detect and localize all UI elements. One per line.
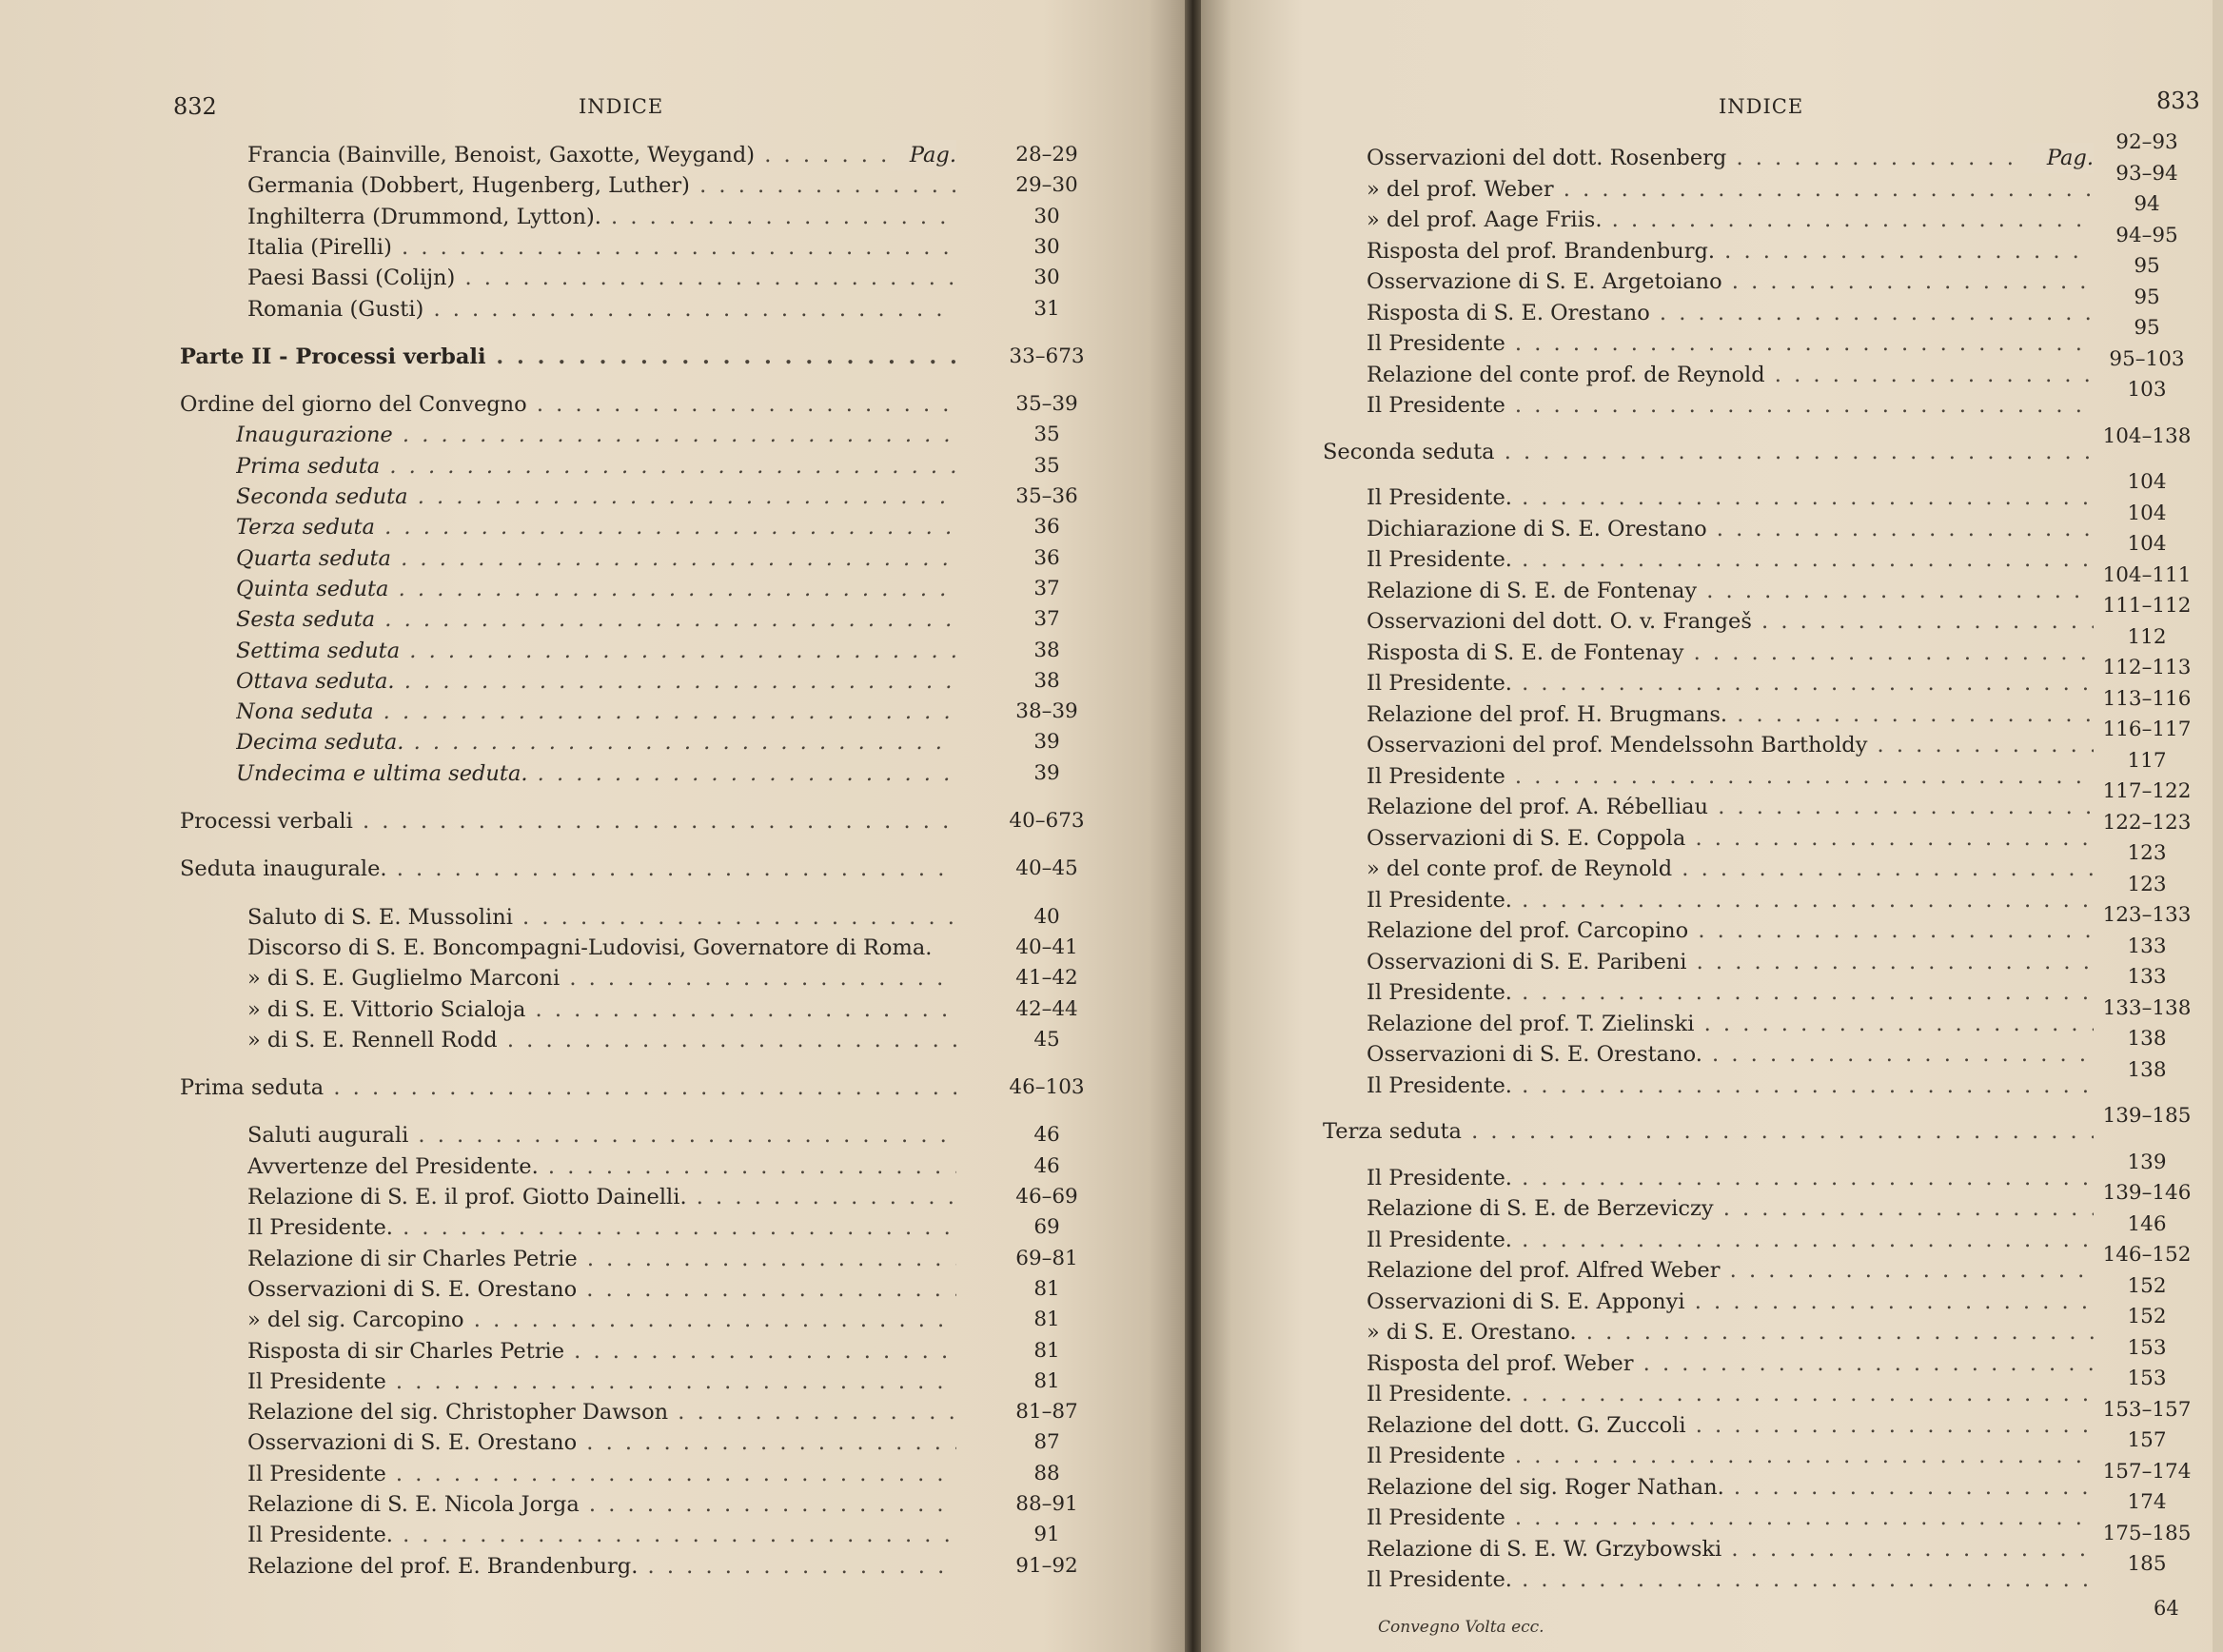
index-entry (247, 1025, 956, 1055)
index-entry (1367, 1472, 2094, 1503)
index-entry-label: Il Presidente. . . . (1367, 482, 2094, 513)
index-entry (247, 1489, 956, 1520)
index-entry-label: Risposta di S. E. de Fontenay . . . (1367, 638, 2094, 668)
right-page-number: 833 (2156, 88, 2200, 114)
index-entry-label: Relazione del sig. Roger Nathan. . . . (1367, 1472, 2094, 1503)
right-page (1201, 0, 2223, 1652)
index-entry-label: Relazione di S. E. de Fontenay . . . (1367, 576, 2094, 606)
index-entry (1367, 205, 2094, 235)
index-entry-pages: 39 (1033, 760, 1060, 785)
index-entry (247, 1459, 956, 1489)
index-entry-pages: 153 (2127, 1335, 2167, 1360)
index-entry (1367, 328, 2094, 359)
index-entry (1367, 885, 2094, 915)
index-entry-label: Terza seduta . . . (1323, 1116, 2094, 1147)
index-entry-label: Osservazioni di S. E. Apponyi . . . (1367, 1287, 2094, 1317)
index-entry (1367, 1410, 2094, 1441)
index-entry-label: Il Presidente . . . (247, 1367, 956, 1397)
index-entry-pages: 133 (2127, 965, 2167, 989)
index-entry-pages: 40–673 (1009, 809, 1085, 833)
index-entry (247, 140, 956, 170)
index-entry-label: Settima seduta . . . (236, 636, 956, 666)
index-entry-label: Prima seduta . . . (180, 1072, 956, 1103)
index-entry-pages: 133 (2127, 934, 2167, 958)
index-entry-pages: 31 (1033, 296, 1060, 321)
index-entry-label: Relazione del dott. G. Zuccoli . . . (1367, 1410, 2094, 1441)
index-entry (1367, 1564, 2094, 1595)
index-entry-pages: 37 (1033, 607, 1060, 632)
index-entry-label: Relazione del prof. Alfred Weber . . . (1367, 1255, 2094, 1286)
index-entry-pages: 38–39 (1015, 699, 1078, 724)
index-entry-pages: 112–113 (2102, 656, 2192, 679)
index-entry (1367, 174, 2094, 205)
index-entry-pages: 153–157 (2102, 1397, 2192, 1422)
left-page-number: 832 (173, 93, 217, 120)
index-entry-label: Osservazioni di S. E. Orestano . . . (247, 1427, 956, 1458)
index-entry-label: Relazione del prof. Carcopino . . . (1367, 915, 2094, 946)
index-entry-pages: 103 (2127, 378, 2167, 402)
index-entry (236, 543, 956, 574)
index-entry-label: Dichiarazione di S. E. Orestano . . . (1367, 514, 2094, 544)
index-entry-label: Osservazioni di S. E. Orestano. . . . (1367, 1039, 2094, 1070)
index-entry-pages: 185 (2127, 1552, 2167, 1576)
index-entry-pages: 174 (2127, 1490, 2167, 1514)
index-entry (247, 1120, 956, 1150)
index-entry (180, 1072, 956, 1103)
index-entry-label: Ottava seduta. . . . (236, 666, 956, 697)
index-entry (236, 451, 956, 482)
index-entry (1367, 792, 2094, 822)
index-entry-label: Decima seduta. . . . (236, 727, 956, 757)
index-entry-label: Il Presidente . . . (1367, 390, 2094, 421)
index-entry-label: Saluti augurali . . . (247, 1120, 956, 1150)
index-entry-pages: 104–111 (2102, 562, 2192, 587)
index-entry-label: » del prof. Weber . . . (1367, 174, 2094, 205)
index-entry (1367, 1009, 2094, 1039)
index-entry (236, 636, 956, 666)
index-entry (1367, 1441, 2094, 1471)
right-running-header: INDICE (1719, 95, 1804, 118)
index-entry-pages: 139 (2127, 1150, 2167, 1174)
index-entry-pages: 123–133 (2102, 903, 2192, 927)
index-entry-pages: 46–69 (1015, 1185, 1078, 1209)
index-entry (247, 1397, 956, 1427)
index-entry-pages: 40–41 (1015, 934, 1078, 959)
index-entry-pages: 36 (1033, 545, 1060, 570)
index-entry (1367, 977, 2094, 1008)
index-entry-pages: 69 (1033, 1215, 1060, 1240)
index-entry-pages: 46 (1033, 1123, 1060, 1148)
index-entry-label: Francia (Bainville, Benoist, Gaxotte, Weygand) . . . (247, 140, 956, 170)
index-entry (236, 604, 956, 635)
index-entry-label: Quarta seduta . . . (236, 543, 956, 574)
index-entry-pages: 95 (2134, 254, 2160, 278)
index-entry-label: Germania (Dobbert, Hugenberg, Luther) . . . (247, 170, 956, 201)
index-entry-label: Il Presidente . . . (247, 1459, 956, 1489)
index-entry (247, 933, 956, 963)
index-entry (1367, 1071, 2094, 1101)
index-entry-label: Osservazioni di S. E. Orestano . . . (247, 1274, 956, 1305)
book-gutter (1185, 0, 1201, 1652)
index-entry (247, 232, 956, 263)
index-entry (1367, 1503, 2094, 1533)
index-entry (247, 1151, 956, 1182)
index-entry-label: » di S. E. Guglielmo Marconi . . . (247, 963, 956, 993)
index-entry (236, 420, 956, 450)
index-entry (1367, 482, 2094, 513)
index-entry-pages: 146 (2127, 1211, 2167, 1236)
index-entry-label: Seconda seduta . . . (236, 482, 956, 512)
index-entry-pages: 29–30 (1015, 173, 1078, 198)
index-entry-pages: 94 (2134, 192, 2160, 216)
index-entry-label: » di S. E. Orestano. . . . (1367, 1317, 2094, 1347)
index-entry (1367, 360, 2094, 390)
index-entry-pages: 104 (2127, 470, 2167, 494)
index-entry-label: Relazione del sig. Christopher Dawson . . . (247, 1397, 956, 1427)
index-entry-label: Seconda seduta . . . (1323, 437, 2094, 467)
index-entry-label: Parte II - Processi verbali . . . (180, 342, 956, 372)
index-entry-pages: 123 (2127, 841, 2167, 865)
index-entry (1367, 143, 2094, 173)
index-entry (247, 994, 956, 1025)
index-entry-label: » di S. E. Rennell Rodd . . . (247, 1025, 956, 1055)
index-entry (1367, 1379, 2094, 1409)
index-entry-label: Osservazioni del dott. Rosenberg . . . (1367, 143, 2094, 173)
index-entry-pages: 133–138 (2102, 995, 2192, 1020)
index-entry-label: Relazione del prof. H. Brugmans. . . . (1367, 699, 2094, 730)
index-entry (1367, 514, 2094, 544)
index-entry-label: Il Presidente. . . . (1367, 1071, 2094, 1101)
index-entry (1367, 947, 2094, 977)
index-entry-label: » del sig. Carcopino . . . (247, 1305, 956, 1335)
index-entry-pages: 91–92 (1015, 1553, 1078, 1578)
index-entry-label: Osservazioni del dott. O. v. Frangeš . . . (1367, 606, 2094, 637)
index-entry (236, 758, 956, 789)
index-entry-pages: 175–185 (2102, 1521, 2192, 1545)
index-entry-pages: 41–42 (1015, 966, 1078, 991)
index-entry (1367, 699, 2094, 730)
index-entry-pages: 157–174 (2102, 1459, 2192, 1484)
index-entry-label: Relazione del conte prof. de Reynold . . . (1367, 360, 2094, 390)
index-entry-label: Ordine del giorno del Convegno . . . (180, 389, 956, 420)
page-edge (2213, 0, 2223, 1652)
index-entry (1367, 1534, 2094, 1564)
index-entry-label: Il Presidente . . . (1367, 1441, 2094, 1471)
index-entry-pages: 69–81 (1015, 1246, 1078, 1270)
index-entry-label: Inaugurazione . . . (236, 420, 956, 450)
index-entry-label: Seduta inaugurale. . . . (180, 854, 956, 884)
index-entry-pages: 42–44 (1015, 996, 1078, 1021)
index-entry (1367, 298, 2094, 328)
index-entry-label: Relazione di S. E. Nicola Jorga . . . (247, 1489, 956, 1520)
index-entry-pages: 91 (1033, 1523, 1060, 1547)
index-entry-pages: 81 (1033, 1338, 1060, 1363)
index-entry (236, 727, 956, 757)
index-entry-pages: 95 (2134, 316, 2160, 340)
index-entry-pages: 28–29 (1015, 143, 1078, 167)
index-entry-pages: 35 (1033, 423, 1060, 447)
index-entry-label: Relazione di S. E. W. Grzybowski . . . (1367, 1534, 2094, 1564)
index-entry (180, 806, 956, 836)
index-entry (236, 666, 956, 697)
index-entry-pages: 35 (1033, 453, 1060, 478)
index-entry-label: Terza seduta . . . (236, 512, 956, 542)
index-entry-pages: 30 (1033, 266, 1060, 290)
index-entry-pages: 92–93 (2115, 130, 2178, 154)
index-entry-pages: 122–123 (2102, 810, 2192, 835)
index-entry-pages: 81–87 (1015, 1400, 1078, 1425)
index-entry (247, 1520, 956, 1550)
index-entry-label: Il Presidente . . . (1367, 761, 2094, 792)
index-entry-label: Il Presidente. . . . (247, 1520, 956, 1550)
index-entry-label: Prima seduta . . . (236, 451, 956, 482)
index-entry (247, 1244, 956, 1274)
index-entry-pages: 87 (1033, 1430, 1060, 1455)
index-entry (1367, 1348, 2094, 1379)
signature-number: 64 (2154, 1597, 2179, 1620)
index-entry-label: Italia (Pirelli) . . . (247, 232, 956, 263)
index-entry-pages: 152 (2127, 1305, 2167, 1328)
index-entry (1367, 1287, 2094, 1317)
index-entry-label: Risposta di sir Charles Petrie . . . (247, 1336, 956, 1367)
index-entry-label: » di S. E. Vittorio Scialoja . . . (247, 994, 956, 1025)
index-entry-label: Relazione di S. E. il prof. Giotto Dainelli. . . . (247, 1182, 956, 1212)
index-entry (247, 1367, 956, 1397)
index-entry-label: Risposta del prof. Weber . . . (1367, 1348, 2094, 1379)
index-entry-pages: 36 (1033, 515, 1060, 540)
index-entry-label: Relazione del prof. E. Brandenburg. . . . (247, 1551, 956, 1582)
index-entry-pages: 30 (1033, 204, 1060, 228)
index-entry-label: Saluto di S. E. Mussolini . . . (247, 902, 956, 933)
index-entry-pages: 33–673 (1009, 344, 1085, 368)
index-entry (247, 202, 956, 232)
printer-footer: Convegno Volta ecc. (1378, 1618, 1544, 1637)
index-entry-label: Romania (Gusti) . . . (247, 294, 956, 324)
index-entry-label: » del prof. Aage Friis. . . . (1367, 205, 2094, 235)
index-entry (180, 389, 956, 420)
index-entry (1367, 730, 2094, 760)
index-entry-pages: 46 (1033, 1153, 1060, 1178)
index-entry (1367, 1039, 2094, 1070)
index-entry-pages: 111–112 (2102, 594, 2192, 618)
index-entry (180, 854, 956, 884)
left-running-header: INDICE (579, 95, 664, 118)
index-entry-pages: 112 (2127, 624, 2167, 649)
index-entry (247, 1274, 956, 1305)
index-entry (180, 342, 956, 372)
index-entry-pages: 81 (1033, 1368, 1060, 1393)
index-entry-label: Il Presidente. . . . (1367, 1564, 2094, 1595)
index-entry-pages: 146–152 (2102, 1243, 2192, 1267)
index-entry-pages: 95–103 (2109, 346, 2185, 371)
index-entry (247, 1182, 956, 1212)
index-entry-label: Il Presidente . . . (1367, 328, 2094, 359)
index-entry (1323, 437, 2094, 467)
index-entry-pages: 138 (2127, 1057, 2167, 1082)
index-entry-label: Il Presidente . . . (1367, 1503, 2094, 1533)
index-entry (247, 1336, 956, 1367)
index-entry-pages: 113–116 (2102, 686, 2192, 711)
index-entry-pages: 40–45 (1015, 856, 1078, 881)
index-entry-pages: 35–39 (1015, 392, 1078, 417)
index-entry (1367, 761, 2094, 792)
index-entry-pages: 95 (2134, 285, 2160, 309)
index-entry-pages: 81 (1033, 1276, 1060, 1301)
index-entry (1367, 1193, 2094, 1224)
index-entry (1323, 1116, 2094, 1147)
index-entry-pages: 153 (2127, 1367, 2167, 1390)
index-entry-pages: 93–94 (2115, 161, 2178, 186)
index-entry-pages: 116–117 (2102, 718, 2192, 741)
index-entry-label: Osservazione di S. E. Argetoiano . . . (1367, 266, 2094, 297)
pag-label: Pag. (2027, 143, 2094, 173)
index-entry-pages: 157 (2127, 1428, 2167, 1452)
index-entry-label: Risposta del prof. Brandenburg. . . . (1367, 236, 2094, 266)
index-entry-pages: 88 (1033, 1461, 1060, 1485)
index-entry-pages: 88–91 (1015, 1492, 1078, 1516)
index-entry-pages: 37 (1033, 576, 1060, 600)
index-entry-label: Undecima e ultima seduta. . . . (236, 758, 956, 789)
index-entry-label: » del conte prof. de Reynold . . . (1367, 854, 2094, 884)
index-entry-pages: 46–103 (1009, 1075, 1085, 1100)
index-entry-pages: 104 (2127, 532, 2167, 556)
index-entry-pages: 40 (1033, 904, 1060, 929)
index-entry-label: Relazione di sir Charles Petrie . . . (247, 1244, 956, 1274)
index-entry-label: Il Presidente. . . . (1367, 668, 2094, 698)
index-entry (1367, 1225, 2094, 1255)
index-entry-label: Osservazioni di S. E. Paribeni . . . (1367, 947, 2094, 977)
index-entry-label: Quinta seduta . . . (236, 574, 956, 604)
index-entry (247, 902, 956, 933)
index-entry-label: Il Presidente. . . . (1367, 977, 2094, 1008)
index-entry-label: Discorso di S. E. Boncompagni-Ludovisi, Governatore di Roma. (247, 934, 933, 960)
index-entry-label: Paesi Bassi (Colijn) . . . (247, 263, 956, 293)
index-entry (247, 1212, 956, 1243)
index-entry-pages: 117–122 (2102, 779, 2192, 803)
pag-label: Pag. (890, 140, 956, 170)
index-entry-label: Risposta di S. E. Orestano . . . (1367, 298, 2094, 328)
index-entry-pages: 38 (1033, 668, 1060, 693)
index-entry-label: Relazione del prof. A. Rébelliau . . . (1367, 792, 2094, 822)
index-entry-pages: 152 (2127, 1273, 2167, 1298)
index-entry (1367, 915, 2094, 946)
index-entry-pages: 139–185 (2102, 1104, 2192, 1128)
index-entry-pages: 94–95 (2115, 223, 2178, 247)
index-entry (1367, 1255, 2094, 1286)
index-entry-label: Sesta seduta . . . (236, 604, 956, 635)
index-entry-label: Processi verbali . . . (180, 806, 956, 836)
index-entry (1367, 1317, 2094, 1347)
index-entry-pages: 81 (1033, 1308, 1060, 1332)
index-entry-pages: 35–36 (1015, 484, 1078, 508)
index-entry-label: Il Presidente. . . . (1367, 1379, 2094, 1409)
index-entry-pages: 39 (1033, 730, 1060, 755)
index-entry (1367, 390, 2094, 421)
index-entry (247, 1427, 956, 1458)
index-entry-pages: 104–138 (2102, 423, 2192, 448)
index-entry-label: Il Presidente. . . . (1367, 544, 2094, 575)
index-entry (236, 482, 956, 512)
index-entry-pages: 117 (2127, 748, 2167, 773)
index-entry (1367, 544, 2094, 575)
index-entry-label: Il Presidente. . . . (247, 1212, 956, 1243)
index-entry-label: Nona seduta . . . (236, 697, 956, 727)
index-entry (247, 1305, 956, 1335)
index-entry (1367, 576, 2094, 606)
index-entry-pages: 139–146 (2102, 1181, 2192, 1205)
index-entry-pages: 104 (2127, 501, 2167, 525)
index-entry (236, 697, 956, 727)
index-entry (247, 963, 956, 993)
index-entry (1367, 1163, 2094, 1193)
index-entry (1367, 854, 2094, 884)
index-entry-label: Osservazioni di S. E. Coppola . . . (1367, 823, 2094, 854)
index-entry (1367, 236, 2094, 266)
index-entry (236, 574, 956, 604)
index-entry-label: Osservazioni del prof. Mendelssohn Bartholdy . . . (1367, 730, 2094, 760)
index-entry-pages: 30 (1033, 234, 1060, 259)
index-entry (247, 294, 956, 324)
index-entry-label: Il Presidente. . . . (1367, 1163, 2094, 1193)
index-entry-label: Relazione del prof. T. Zielinski . . . (1367, 1009, 2094, 1039)
index-entry (1367, 668, 2094, 698)
index-entry-label: Avvertenze del Presidente. . . . (247, 1151, 956, 1182)
index-entry (247, 1551, 956, 1582)
index-entry-label: Il Presidente. . . . (1367, 1225, 2094, 1255)
index-entry-label: Relazione di S. E. de Berzeviczy . . . (1367, 1193, 2094, 1224)
index-entry-pages: 45 (1033, 1027, 1060, 1052)
index-entry (1367, 823, 2094, 854)
index-entry-label: Inghilterra (Drummond, Lytton). . . . (247, 202, 956, 232)
index-entry (1367, 266, 2094, 297)
index-entry (1367, 606, 2094, 637)
index-entry (1367, 638, 2094, 668)
index-entry-pages: 38 (1033, 638, 1060, 662)
index-entry (247, 170, 956, 201)
index-entry (236, 512, 956, 542)
index-entry-pages: 138 (2127, 1027, 2167, 1051)
index-entry-label: Il Presidente. . . . (1367, 885, 2094, 915)
index-entry (247, 263, 956, 293)
index-entry-pages: 123 (2127, 872, 2167, 896)
